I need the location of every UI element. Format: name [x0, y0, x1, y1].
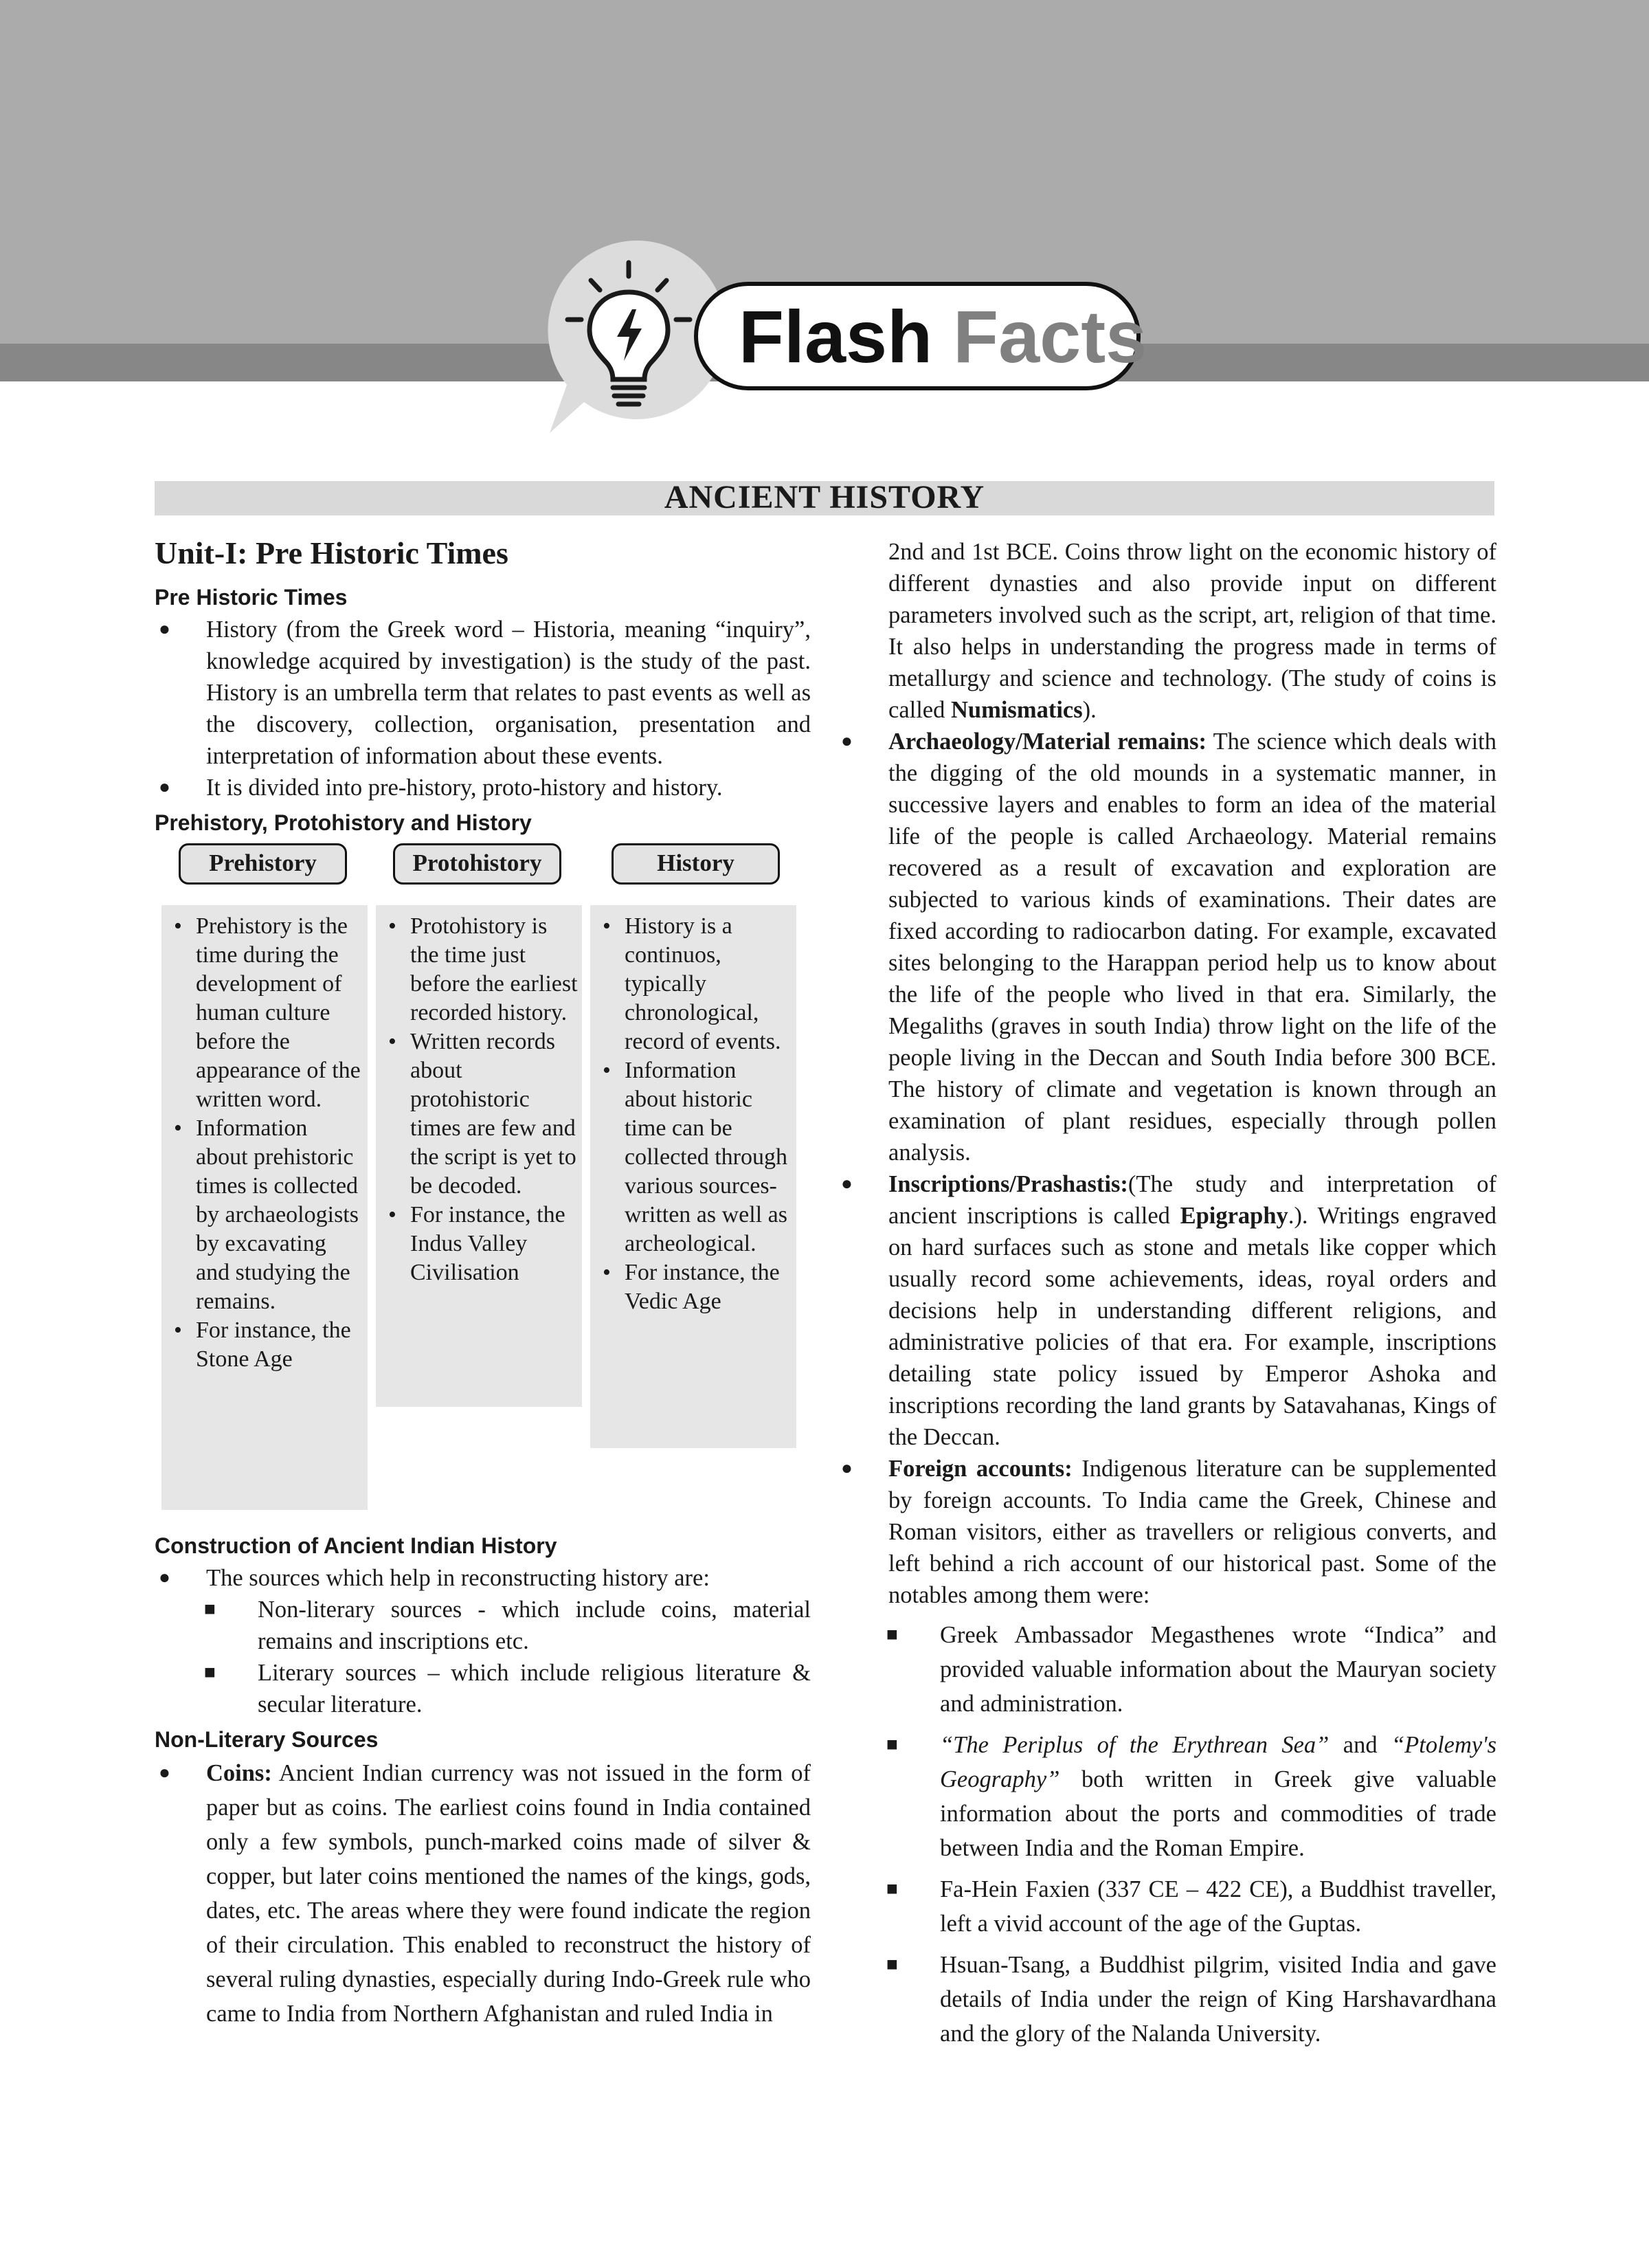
sub-list-item: ■ Greek Ambassador Megasthenes wrote “Indica” and provided valuable information about the Mauryan society and administration. — [837, 1618, 1496, 1721]
inscriptions-label: Inscriptions/Prashastis: — [888, 1171, 1128, 1197]
title-word-2: Facts — [953, 295, 1147, 378]
archaeology-item — [837, 726, 1496, 1168]
coins-text-continued: 2nd and 1st BCE. Coins throw light on the economic history of different dynasties and also provide input on different parameters involved such as the script, art, religion of that time. It also helps in understanding the progress made in terms of metallurgy and science and technology. (The study of coins is called — [888, 539, 1496, 723]
archaeology-label: Archaeology/Material remains: — [888, 729, 1207, 755]
list-item: ● The sources which help in reconstructing history are: — [155, 1562, 811, 1594]
sub-list-item — [837, 1728, 1496, 1865]
coins-item — [155, 1756, 811, 2031]
coins-text: Ancient Indian currency was not issued in the form of paper but as coins. The earliest coins found in India contained only a few symbols, punch-marked coins made of silver & copper, but later coins mentioned the names of the kings, gods, dates, etc. The areas where they were found indicate the region of their circulation. This enabled to reconstruct the history of several ruling dynasties, especially during Indo-Greek rule who came to India from Northern Afghanistan and ruled India in — [206, 1760, 811, 2027]
page-title — [739, 289, 1147, 385]
history-item: • For instance, the Vedic Age — [598, 1258, 794, 1316]
comparison-heading: Prehistory, Protohistory and History — [155, 810, 532, 835]
prehistory-item: • Prehistory is the time during the development of human culture before the appearance of the written word. — [170, 912, 365, 1114]
ptolemy-title: “Ptolemy's Geography” — [940, 1732, 1497, 1792]
history-header: History — [612, 843, 780, 885]
prehistory-header: Prehistory — [179, 843, 347, 885]
coins-close: ). — [1082, 697, 1097, 723]
foreign-label: Foreign accounts: — [888, 1456, 1073, 1482]
non-literary-heading: Non-Literary Sources — [155, 1727, 379, 1752]
epigraphy-term: Epigraphy — [1180, 1203, 1288, 1229]
coins-label: Coins: — [206, 1760, 272, 1786]
sub-list-item: ■ Literary sources – which include religious literature & secular literature. — [155, 1657, 811, 1720]
prehistory-item: • Information about prehistoric times is collected by archaeologists by excavating and studying the remains. — [170, 1114, 365, 1316]
numismatics-term: Numismatics — [950, 697, 1083, 723]
protohistory-item: • For instance, the Indus Valley Civilisation — [384, 1201, 579, 1287]
sub-list-item: ■ Hsuan-Tsang, a Buddhist pilgrim, visited India and gave details of India under the reign of King Harshavardhana and the glory of the Nalanda University. — [837, 1948, 1496, 2051]
periplus-text: both written in Greek give valuable information about the ports and commodities of trade between India and the Roman Empire. — [940, 1766, 1496, 1861]
inscriptions-text: .). Writings engraved on hard surfaces such as stone and metals like copper which usually record some achievements, ideas, royal orders and decisions help in understanding different religions, and administrative policies of that era. For example, inscriptions detailing state policy issued by Emperor Ashoka and inscriptions recording the land grants by Satavahanas, Kings of the Deccan. — [888, 1203, 1496, 1450]
foreign-text: Indigenous literature can be supplemented by foreign accounts. To India came the Greek, Chinese and Roman visitors, either as travellers or religious converts, and left behind a rich account of our historical past. Some of the notables among them were: — [888, 1456, 1496, 1608]
inscriptions-item — [837, 1168, 1496, 1453]
protohistory-box — [376, 905, 582, 1407]
inscriptions-pre: (The study and interpretation of ancient inscriptions is called — [888, 1171, 1496, 1229]
construction-heading: Construction of Ancient Indian History — [155, 1533, 557, 1558]
pre-historic-heading: Pre Historic Times — [155, 585, 348, 610]
list-item: ● It is divided into pre-history, proto-history and history. — [155, 772, 811, 803]
protohistory-item: • Written records about protohistoric times are few and the script is yet to be decoded. — [384, 1027, 579, 1201]
history-box — [590, 905, 796, 1448]
prehistory-item: • For instance, the Stone Age — [170, 1316, 365, 1374]
history-item: • History is a continuos, typically chronological, record of events. — [598, 912, 794, 1056]
history-item: • Information about historic time can be collected through various sources- written as well as archeological. — [598, 1056, 794, 1258]
section-title: ANCIENT HISTORY — [664, 479, 985, 515]
comparison-table — [155, 843, 811, 1517]
list-item: ● History (from the Greek word – Historia, meaning “inquiry”, knowledge acquired by investigation) is the study of the past. History is an umbrella term that relates to past events as well as the discovery, collection, organisation, presentation and interpretation of information about these events. — [155, 614, 811, 772]
sub-list-item: ■ Non-literary sources - which include coins, material remains and inscriptions etc. — [155, 1594, 811, 1657]
coins-continued — [888, 536, 1496, 726]
prehistory-box — [161, 905, 368, 1510]
periplus-and: and — [1343, 1732, 1378, 1758]
archaeology-text: The science which deals with the digging of the old mounds in a systematic manner, in successive layers and enables to form an idea of the material life of the people is called Archaeology. Material remains recovered as a result of excavation and exploration are subjected to various kinds of examinations. Their dates are fixed according to radiocarbon dating. For example, excavated sites belonging to the Harappan period help us to know about the life of the people who lived in that era. Similarly, the Megaliths (graves in south India) throw light on the life of the people living in the Deccan and South India before 300 BCE. The history of climate and vegetation is known through an examination of plant residues, especially through pollen analysis. — [888, 729, 1496, 1166]
sub-list-item: ■ Fa-Hein Faxien (337 CE – 422 CE), a Buddhist traveller, left a vivid account of the age of the Guptas. — [837, 1872, 1496, 1941]
periplus-title: “The Periplus of the Erythrean Sea” — [940, 1732, 1330, 1758]
unit-heading: Unit-I: Pre Historic Times — [155, 535, 508, 570]
title-word-1: Flash — [739, 295, 933, 378]
left-column — [155, 533, 811, 2031]
protohistory-header: Protohistory — [393, 843, 561, 885]
protohistory-item: • Protohistory is the time just before the earliest recorded history. — [384, 912, 579, 1027]
right-column — [837, 536, 1496, 2051]
foreign-item — [837, 1453, 1496, 1611]
